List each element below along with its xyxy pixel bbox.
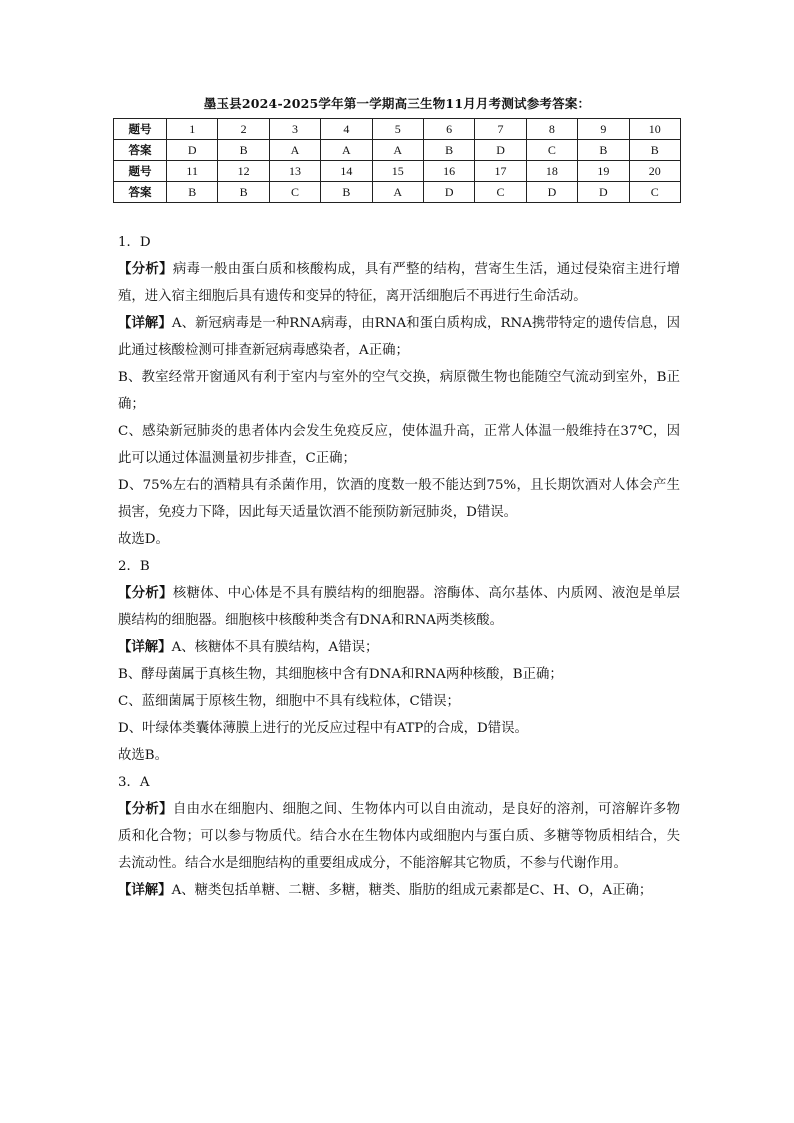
detail-text: C、蓝细菌属于原核生物，细胞中不具有线粒体，C错误； [118,694,460,709]
row-header: 答案 [114,140,167,161]
conclusion: 故选D。 [118,532,169,547]
detail-text: D、叶绿体类囊体薄膜上进行的光反应过程中有ATP的合成，D错误。 [118,721,528,736]
answer-cell: 15 [372,161,423,182]
answer-cell: C [526,140,577,161]
answer-cell: A [269,140,320,161]
answer-cell: 18 [526,161,577,182]
answer-cell: 10 [629,119,680,140]
answer-cell: 5 [372,119,423,140]
detail-tag: 【详解】 [118,882,172,898]
analysis-text: 病毒一般由蛋白质和核酸构成，具有严整的结构，营寄生生活，通过侵染宿主进行增殖，进入宿主细胞后具有遗传和变异的特征，离开活细胞后不再进行生命活动。 [118,262,681,304]
answer-cell: 4 [321,119,372,140]
answer-cell: A [321,140,372,161]
answer-cell: 14 [321,161,372,182]
detail-paragraph [118,877,680,904]
question-number: 1．D [118,235,151,250]
answer-cell: 16 [423,161,474,182]
answer-cell: 20 [629,161,680,182]
answer-cell: D [578,182,629,203]
detail-paragraph [118,364,680,418]
answer-cell: D [475,140,526,161]
row-header: 题号 [114,119,167,140]
detail-tag: 【详解】 [118,639,172,655]
answer-cell: 11 [167,161,218,182]
answer-cell: B [218,182,269,203]
answer-cell: 13 [269,161,320,182]
document-title: 墨玉县2024-2025学年第一学期高三生物11月月考测试参考答案： [203,96,591,111]
detail-text: B、教室经常开窗通风有利于室内与室外的空气交换，病原微生物也能随空气流动到室外，B正确； [118,370,680,412]
detail-paragraph [118,715,680,742]
answer-cell: B [578,140,629,161]
detail-text: A、糖类包括单糖、二糖、多糖，糖类、脂肪的组成元素都是C、H、O，A正确； [171,883,653,898]
answer-cell: B [167,182,218,203]
row-header: 题号 [114,161,167,182]
analysis-text: 自由水在细胞内、细胞之间、生物体内可以自由流动，是良好的溶剂，可溶解许多物质和化合物；可以参与物质代。结合水在生物体内或细胞内与蛋白质、多糖等物质相结合，失去流动性。结合水是细胞结构的重要组成成分，不能溶解其它物质，不参与代谢作用。 [118,802,681,871]
answer-cell: B [629,140,680,161]
detail-text: D、75%左右的酒精具有杀菌作用，饮酒的度数一般不能达到75%，且长期饮酒对人体会产生损害，免疫力下降，因此每天适量饮酒不能预防新冠肺炎，D错误。 [118,478,680,520]
answer-cell: D [526,182,577,203]
detail-text: C、感染新冠肺炎的患者体内会发生免疫反应，使体温升高，正常人体温一般维持在37℃，因此可以通过体温测量初步排查，C正确； [118,424,680,466]
answer-table-row [114,161,681,182]
answer-table [113,118,681,203]
answer-table-row [114,182,681,203]
answer-cell: D [167,140,218,161]
answer-cell: 12 [218,161,269,182]
answer-table-row [114,140,681,161]
answer-cell: B [423,140,474,161]
detail-text: A、新冠病毒是一种RNA病毒，由RNA和蛋白质构成，RNA携带特定的遗传信息，因此通过核酸检测可排查新冠病毒感染者，A正确； [118,316,681,358]
question-number: 3．A [118,775,150,790]
answer-cell: 8 [526,119,577,140]
answer-cell: B [321,182,372,203]
detail-paragraph [118,418,680,472]
analysis-paragraph [118,796,680,877]
answer-cell: 19 [578,161,629,182]
answer-cell: A [372,140,423,161]
answer-table-row [114,119,681,140]
conclusion: 故选B。 [118,748,169,763]
detail-paragraph [118,634,680,661]
row-header: 答案 [114,182,167,203]
answer-cell: 1 [167,119,218,140]
analysis-tag: 【分析】 [118,585,173,601]
answer-cell: 7 [475,119,526,140]
detail-paragraph [118,688,680,715]
answer-cell: A [372,182,423,203]
detail-paragraph [118,661,680,688]
answer-cell: D [423,182,474,203]
answer-cell: B [218,140,269,161]
answer-cell: C [475,182,526,203]
answer-cell: C [269,182,320,203]
detail-text: A、核糖体不具有膜结构，A错误； [171,640,379,655]
detail-tag: 【详解】 [118,315,172,331]
detail-text: B、酵母菌属于真核生物，其细胞核中含有DNA和RNA两种核酸，B正确； [118,667,563,682]
answer-cell: 6 [423,119,474,140]
answer-cell: 2 [218,119,269,140]
answer-cell: 17 [475,161,526,182]
answer-cell: 3 [269,119,320,140]
analysis-tag: 【分析】 [118,261,173,277]
answer-explanations [118,229,680,904]
analysis-text: 核糖体、中心体是不具有膜结构的细胞器。溶酶体、高尔基体、内质网、液泡是单层膜结构的细胞器。细胞核中核酸种类含有DNA和RNA两类核酸。 [118,586,681,628]
answer-cell: 9 [578,119,629,140]
analysis-paragraph [118,580,680,634]
analysis-paragraph [118,256,680,310]
detail-paragraph [118,310,680,364]
analysis-tag: 【分析】 [118,801,173,817]
answer-cell: C [629,182,680,203]
detail-paragraph [118,472,680,526]
question-number: 2．B [118,559,150,574]
